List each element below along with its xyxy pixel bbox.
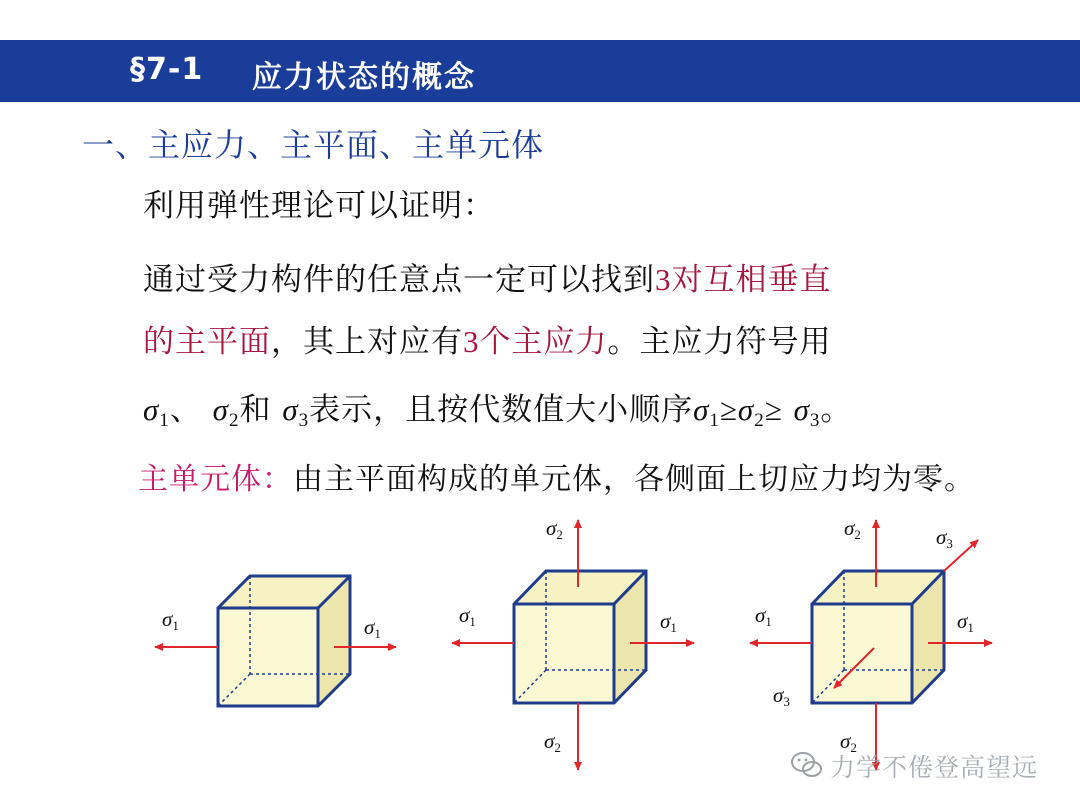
label-sigma3-bottom: σ3 xyxy=(773,683,790,709)
intro-line: 利用弹性理论可以证明： xyxy=(143,188,495,224)
cube-biaxial xyxy=(452,516,694,770)
wechat-icon xyxy=(790,750,824,780)
label-sigma1-left: σ1 xyxy=(755,603,772,629)
label-sigma1-right: σ1 xyxy=(660,609,677,635)
label-sigma1-right: σ1 xyxy=(957,609,974,635)
label-sigma1-left: σ1 xyxy=(459,603,476,629)
statement-line-3: $\sigma_1$、 $\sigma_2$和 $\sigma_3$表示，且按代数值大小顺序$\sigma_1\ge\sigma_2\ge \sigma_3$。 xyxy=(143,392,853,431)
label-sigma2-top: σ2 xyxy=(546,516,563,542)
statement-line-1: 通过受力构件的任意点一定可以找到3对互相垂直 xyxy=(143,262,832,298)
label-sigma3-top: σ3 xyxy=(936,525,953,551)
label-sigma2-top: σ2 xyxy=(844,516,861,542)
page-title: 应力状态的概念 xyxy=(252,60,476,95)
statement-line-2: 的主平面，其上对应有3个主应力。主应力符号用 xyxy=(143,324,832,360)
section-number: §7-1 xyxy=(130,52,204,87)
label-sigma1-right: σ1 xyxy=(364,615,381,641)
label-sigma1-left: σ1 xyxy=(162,607,179,633)
watermark: 力学不倦登高望远 xyxy=(830,753,1039,782)
section-heading: 一、主应力、主平面、主单元体 xyxy=(82,126,545,164)
definition-line: 主单元体：由主平面构成的单元体，各侧面上切应力均为零。 xyxy=(138,462,975,497)
cube-uniaxial xyxy=(155,576,396,706)
label-sigma2-bottom: σ2 xyxy=(840,729,857,755)
cube-triaxial xyxy=(750,516,992,770)
label-sigma2-bottom: σ2 xyxy=(544,729,561,755)
